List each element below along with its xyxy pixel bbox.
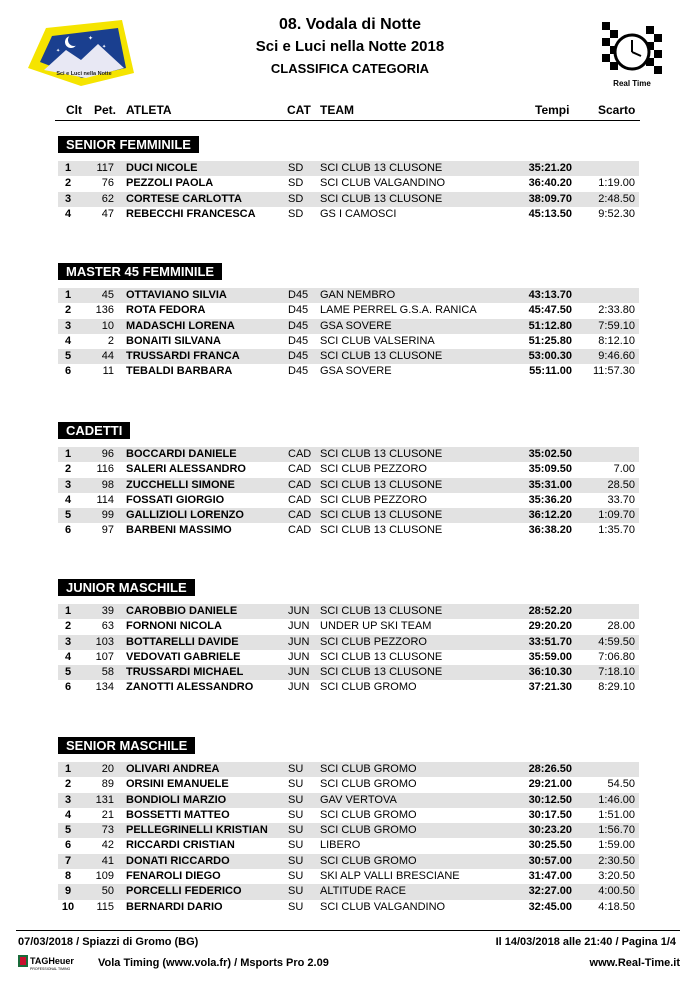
cell-atleta: PELLEGRINELLI KRISTIAN bbox=[126, 824, 268, 837]
cell-pet: 96 bbox=[101, 448, 114, 460]
cell-team: SCI CLUB VALSERINA bbox=[320, 334, 435, 347]
cell-tempi: 51:12.80 bbox=[528, 319, 572, 332]
cell-atleta: FOSSATI GIORGIO bbox=[126, 493, 225, 506]
cell-pet: 41 bbox=[101, 854, 114, 867]
cell-tempi: 43:13.70 bbox=[528, 289, 572, 301]
table-row bbox=[58, 192, 639, 207]
table-row bbox=[58, 619, 639, 634]
cell-team: SCI CLUB GROMO bbox=[320, 854, 417, 867]
cell-cat: SD bbox=[288, 207, 304, 220]
cell-pet: 97 bbox=[101, 524, 114, 537]
cell-atleta: BOSSETTI MATTEO bbox=[126, 808, 230, 821]
cell-pet: 76 bbox=[101, 177, 114, 190]
cell-pet: 89 bbox=[101, 778, 114, 791]
cell-atleta: TRUSSARDI FRANCA bbox=[126, 350, 240, 363]
table-row bbox=[58, 900, 639, 915]
cell-atleta: BONAITI SILVANA bbox=[126, 334, 221, 347]
cell-clt: 2 bbox=[64, 778, 72, 791]
table-row bbox=[58, 349, 639, 364]
cell-clt: 9 bbox=[64, 885, 72, 898]
classification-title: CLASSIFICA CATEGORIA bbox=[270, 61, 430, 76]
cell-clt: 2 bbox=[64, 463, 72, 476]
cell-atleta: GALLIZIOLI LORENZO bbox=[126, 509, 244, 522]
cell-clt: 1 bbox=[64, 763, 72, 775]
cell-pet: 2 bbox=[107, 334, 114, 347]
cell-tempi: 33:51.70 bbox=[528, 635, 572, 648]
cell-cat: SD bbox=[288, 177, 304, 190]
col-clt: Clt bbox=[66, 103, 82, 117]
cell-cat: CAD bbox=[288, 478, 312, 491]
cell-atleta: PORCELLI FEDERICO bbox=[126, 885, 242, 898]
cell-team: LIBERO bbox=[320, 839, 361, 852]
cell-pet: 62 bbox=[101, 192, 114, 205]
cell-clt: 3 bbox=[64, 793, 72, 806]
cell-cat: JUN bbox=[288, 620, 310, 633]
cell-scarto: 1:56.70 bbox=[598, 824, 635, 837]
cell-team: SCI CLUB 13 CLUSONE bbox=[320, 605, 443, 617]
cell-pet: 99 bbox=[101, 509, 114, 522]
cell-scarto: 2:33.80 bbox=[598, 304, 635, 317]
cell-tempi: 28:52.20 bbox=[528, 605, 572, 617]
cell-scarto: 4:00.50 bbox=[598, 885, 635, 898]
tagheuer-logo bbox=[18, 955, 88, 971]
svg-text:✦: ✦ bbox=[56, 48, 61, 54]
cell-tempi: 29:21.00 bbox=[528, 778, 572, 791]
cell-tempi: 45:47.50 bbox=[528, 304, 572, 317]
table-row bbox=[58, 161, 639, 176]
cell-atleta: ROTA FEDORA bbox=[126, 304, 206, 317]
cell-atleta: REBECCHI FRANCESCA bbox=[126, 207, 256, 220]
cell-clt: 1 bbox=[64, 448, 72, 460]
cell-team: SCI CLUB VALGANDINO bbox=[320, 177, 446, 190]
cell-tempi: 36:12.20 bbox=[528, 509, 572, 522]
cell-atleta: BONDIOLI MARZIO bbox=[126, 793, 227, 806]
cell-cat: JUN bbox=[288, 681, 310, 694]
cell-tempi: 29:20.20 bbox=[528, 620, 572, 633]
cell-scarto: 9:46.60 bbox=[598, 350, 635, 363]
cell-cat: SU bbox=[288, 839, 304, 852]
cell-scarto: 7:18.10 bbox=[598, 666, 635, 679]
cell-team: GAN NEMBRO bbox=[320, 289, 396, 301]
table-row bbox=[58, 665, 639, 680]
section-title: CADETTI bbox=[58, 422, 130, 439]
cell-pet: 115 bbox=[96, 900, 114, 913]
cell-tempi: 55:11.00 bbox=[529, 365, 572, 378]
cell-pet: 134 bbox=[95, 681, 114, 694]
cell-atleta: DONATI RICCARDO bbox=[126, 854, 230, 867]
cell-atleta: PEZZOLI PAOLA bbox=[126, 177, 214, 190]
cell-atleta: DUCI NICOLE bbox=[126, 162, 198, 174]
cell-clt: 3 bbox=[64, 635, 72, 648]
table-row bbox=[58, 808, 639, 823]
footer-website: www.Real-Time.it bbox=[589, 957, 680, 969]
cell-tempi: 36:40.20 bbox=[528, 177, 572, 190]
cell-cat: SU bbox=[288, 870, 304, 883]
section-title: JUNIOR MASCHILE bbox=[58, 579, 195, 596]
cell-tempi: 51:25.80 bbox=[528, 334, 572, 347]
section-rows bbox=[58, 604, 639, 696]
cell-atleta: BERNARDI DARIO bbox=[126, 900, 223, 913]
cell-clt: 5 bbox=[64, 509, 72, 522]
cell-tempi: 35:59.00 bbox=[528, 650, 572, 663]
cell-team: SCI CLUB 13 CLUSONE bbox=[320, 350, 443, 363]
cell-team: SCI CLUB 13 CLUSONE bbox=[320, 478, 443, 491]
footer-printed: Il 14/03/2018 alle 21:40 / Pagina 1/4 bbox=[495, 936, 676, 948]
cell-team: SCI CLUB 13 CLUSONE bbox=[320, 666, 443, 679]
cell-scarto: 28.50 bbox=[607, 478, 635, 491]
page-title: 08. Vodala di Notte bbox=[279, 16, 421, 33]
cell-team: GSA SOVERE bbox=[320, 319, 392, 332]
cell-atleta: CAROBBIO DANIELE bbox=[126, 605, 238, 617]
cell-atleta: VEDOVATI GABRIELE bbox=[126, 650, 241, 663]
cell-clt: 7 bbox=[64, 854, 72, 867]
cell-tempi: 32:45.00 bbox=[528, 900, 572, 913]
cell-clt: 6 bbox=[64, 681, 72, 694]
cell-atleta: RICCARDI CRISTIAN bbox=[126, 839, 235, 852]
cell-tempi: 53:00.30 bbox=[528, 350, 572, 363]
cell-pet: 63 bbox=[101, 620, 114, 633]
cell-cat: SU bbox=[288, 778, 304, 791]
cell-tempi: 35:02.50 bbox=[528, 448, 572, 460]
cell-tempi: 37:21.30 bbox=[528, 681, 572, 694]
cell-team: SCI CLUB GROMO bbox=[320, 681, 417, 694]
cell-cat: D45 bbox=[288, 365, 309, 378]
cell-scarto: 1:19.00 bbox=[598, 177, 635, 190]
cell-team: GAV VERTOVA bbox=[320, 793, 397, 806]
cell-atleta: ORSINI EMANUELE bbox=[126, 778, 229, 791]
table-row bbox=[58, 319, 639, 334]
cell-clt: 10 bbox=[61, 900, 75, 913]
table-row bbox=[58, 838, 639, 853]
col-scarto: Scarto bbox=[598, 103, 636, 117]
col-pet: Pet. bbox=[94, 103, 117, 117]
table-row bbox=[58, 604, 639, 619]
cell-atleta: CORTESE CARLOTTA bbox=[126, 192, 242, 205]
cell-clt: 5 bbox=[64, 824, 72, 837]
cell-pet: 50 bbox=[101, 885, 114, 898]
table-row bbox=[58, 493, 639, 508]
cell-pet: 136 bbox=[95, 304, 114, 317]
cell-cat: SU bbox=[288, 900, 304, 913]
cell-team: SCI CLUB PEZZORO bbox=[320, 463, 427, 476]
section-rows bbox=[58, 161, 639, 222]
cell-cat: CAD bbox=[288, 509, 312, 522]
table-row bbox=[58, 884, 639, 899]
col-atleta: ATLETA bbox=[126, 103, 172, 117]
cell-clt: 1 bbox=[64, 162, 72, 174]
section-title: SENIOR FEMMINILE bbox=[58, 136, 199, 153]
section-title: SENIOR MASCHILE bbox=[58, 737, 195, 754]
cell-cat: CAD bbox=[288, 463, 312, 476]
cell-cat: SU bbox=[288, 854, 304, 867]
table-row bbox=[58, 823, 639, 838]
cell-pet: 131 bbox=[95, 793, 114, 806]
footer-timing: Vola Timing (www.vola.fr) / Msports Pro 2.09 bbox=[98, 957, 329, 969]
cell-pet: 21 bbox=[101, 808, 114, 821]
cell-cat: SD bbox=[288, 192, 304, 205]
column-header bbox=[55, 102, 640, 121]
cell-cat: D45 bbox=[288, 304, 309, 317]
cell-team: SCI CLUB GROMO bbox=[320, 763, 417, 775]
cell-scarto: 7:59.10 bbox=[598, 319, 635, 332]
cell-clt: 2 bbox=[64, 304, 72, 317]
cell-clt: 6 bbox=[64, 524, 72, 537]
cell-cat: CAD bbox=[288, 448, 312, 460]
cell-tempi: 35:36.20 bbox=[528, 493, 572, 506]
cell-team: ALTITUDE RACE bbox=[320, 885, 406, 898]
cell-atleta: FORNONI NICOLA bbox=[126, 620, 222, 633]
cell-clt: 4 bbox=[64, 493, 72, 506]
table-row bbox=[58, 508, 639, 523]
table-row bbox=[58, 176, 639, 191]
cell-pet: 20 bbox=[101, 763, 114, 775]
cell-atleta: ZANOTTI ALESSANDRO bbox=[126, 681, 254, 694]
cell-pet: 10 bbox=[101, 319, 114, 332]
cell-clt: 3 bbox=[64, 192, 72, 205]
cell-tempi: 38:09.70 bbox=[528, 192, 572, 205]
cell-cat: JUN bbox=[288, 666, 310, 679]
cell-cat: JUN bbox=[288, 650, 310, 663]
cell-scarto: 4:18.50 bbox=[598, 900, 635, 913]
cell-team: SCI CLUB 13 CLUSONE bbox=[320, 162, 443, 174]
cell-pet: 47 bbox=[101, 207, 114, 220]
cell-clt: 6 bbox=[64, 365, 72, 378]
cell-scarto: 11:57.30 bbox=[592, 365, 635, 378]
cell-pet: 114 bbox=[96, 493, 114, 506]
cell-team: SCI CLUB 13 CLUSONE bbox=[320, 650, 443, 663]
cell-scarto: 8:29.10 bbox=[598, 681, 635, 694]
cell-cat: SD bbox=[288, 162, 304, 174]
cell-team: SCI CLUB 13 CLUSONE bbox=[320, 192, 443, 205]
cell-clt: 4 bbox=[64, 207, 72, 220]
table-row bbox=[58, 334, 639, 349]
cell-cat: SU bbox=[288, 885, 304, 898]
svg-text:✦: ✦ bbox=[102, 44, 107, 50]
table-row bbox=[58, 207, 639, 222]
cell-clt: 8 bbox=[64, 870, 72, 883]
cell-team: LAME PERREL G.S.A. RANICA bbox=[320, 304, 477, 317]
cell-scarto: 28.00 bbox=[607, 620, 635, 633]
cell-tempi: 30:17.50 bbox=[528, 808, 572, 821]
cell-team: SCI CLUB 13 CLUSONE bbox=[320, 448, 443, 460]
table-row bbox=[58, 478, 639, 493]
cell-team: SKI ALP VALLI BRESCIANE bbox=[320, 870, 460, 883]
cell-scarto: 7.00 bbox=[613, 463, 635, 476]
col-tempi: Tempi bbox=[535, 103, 570, 117]
cell-clt: 4 bbox=[64, 808, 72, 821]
event-logo bbox=[26, 18, 136, 88]
cell-scarto: 9:52.30 bbox=[598, 207, 635, 220]
cell-cat: D45 bbox=[288, 319, 309, 332]
cell-tempi: 28:26.50 bbox=[528, 763, 572, 775]
tag-brand: TAGHeuer bbox=[30, 956, 74, 966]
cell-scarto: 54.50 bbox=[607, 778, 635, 791]
footer-date-place: 07/03/2018 / Spiazzi di Gromo (BG) bbox=[18, 936, 199, 948]
cell-team: SCI CLUB GROMO bbox=[320, 808, 417, 821]
cell-scarto: 1:51.00 bbox=[598, 808, 635, 821]
cell-team: SCI CLUB GROMO bbox=[320, 778, 417, 791]
cell-scarto: 3:20.50 bbox=[598, 870, 635, 883]
cell-team: SCI CLUB VALGANDINO bbox=[320, 900, 446, 913]
cell-scarto: 33.70 bbox=[607, 493, 635, 506]
table-row bbox=[58, 523, 639, 538]
cell-tempi: 30:12.50 bbox=[528, 793, 572, 806]
cell-cat: D45 bbox=[288, 334, 309, 347]
cell-cat: D45 bbox=[288, 350, 309, 363]
cell-tempi: 32:27.00 bbox=[528, 885, 572, 898]
cell-clt: 1 bbox=[64, 289, 72, 301]
cell-pet: 39 bbox=[101, 605, 114, 617]
real-time-logo bbox=[598, 16, 666, 88]
cell-atleta: SALERI ALESSANDRO bbox=[126, 463, 246, 476]
cell-cat: CAD bbox=[288, 493, 312, 506]
cell-cat: JUN bbox=[288, 605, 310, 617]
cell-tempi: 35:09.50 bbox=[528, 463, 572, 476]
table-row bbox=[58, 854, 639, 869]
col-team: TEAM bbox=[320, 103, 354, 117]
cell-tempi: 35:31.00 bbox=[528, 478, 572, 491]
cell-team: UNDER UP SKI TEAM bbox=[320, 620, 432, 633]
cell-cat: CAD bbox=[288, 524, 312, 537]
section-rows bbox=[58, 447, 639, 539]
cell-team: GSA SOVERE bbox=[320, 365, 392, 378]
cell-atleta: FENAROLI DIEGO bbox=[126, 870, 221, 883]
cell-clt: 4 bbox=[64, 334, 72, 347]
cell-atleta: OTTAVIANO SILVIA bbox=[126, 289, 227, 301]
cell-scarto: 2:48.50 bbox=[598, 192, 635, 205]
section-title: MASTER 45 FEMMINILE bbox=[58, 263, 222, 280]
cell-clt: 4 bbox=[64, 650, 72, 663]
table-row bbox=[58, 869, 639, 884]
cell-atleta: TRUSSARDI MICHAEL bbox=[126, 666, 244, 679]
cell-clt: 3 bbox=[64, 319, 72, 332]
cell-scarto: 1:46.00 bbox=[598, 793, 635, 806]
cell-atleta: TEBALDI BARBARA bbox=[126, 365, 233, 378]
table-row bbox=[58, 680, 639, 695]
cell-tempi: 35:21.20 bbox=[528, 162, 572, 174]
cell-pet: 109 bbox=[95, 870, 114, 883]
cell-scarto: 8:12.10 bbox=[598, 334, 635, 347]
cell-pet: 44 bbox=[101, 350, 114, 363]
cell-atleta: MADASCHI LORENA bbox=[126, 319, 235, 332]
cell-team: SCI CLUB PEZZORO bbox=[320, 493, 427, 506]
cell-team: SCI CLUB 13 CLUSONE bbox=[320, 509, 443, 522]
table-row bbox=[58, 447, 639, 462]
table-row bbox=[58, 793, 639, 808]
cell-pet: 107 bbox=[95, 650, 114, 663]
cell-atleta: ZUCCHELLI SIMONE bbox=[126, 478, 235, 491]
table-row bbox=[58, 303, 639, 318]
cell-clt: 3 bbox=[64, 478, 72, 491]
table-row bbox=[58, 650, 639, 665]
cell-clt: 5 bbox=[64, 666, 72, 679]
cell-tempi: 30:25.50 bbox=[528, 839, 572, 852]
cell-scarto: 2:30.50 bbox=[598, 854, 635, 867]
tag-sub: PROFESSIONAL TIMING bbox=[30, 967, 71, 971]
cell-cat: D45 bbox=[288, 289, 309, 301]
cell-atleta: BOCCARDI DANIELE bbox=[126, 448, 237, 460]
cell-pet: 73 bbox=[101, 824, 114, 837]
table-row bbox=[58, 462, 639, 477]
cell-pet: 42 bbox=[101, 839, 114, 852]
col-cat: CAT bbox=[287, 103, 311, 117]
cell-tempi: 36:38.20 bbox=[528, 524, 572, 537]
table-row bbox=[58, 288, 639, 303]
cell-scarto: 4:59.50 bbox=[598, 635, 635, 648]
cell-tempi: 30:23.20 bbox=[528, 824, 572, 837]
cell-atleta: BARBENI MASSIMO bbox=[126, 524, 232, 537]
table-row bbox=[58, 635, 639, 650]
table-row bbox=[58, 777, 639, 792]
cell-scarto: 1:59.00 bbox=[598, 839, 635, 852]
cell-team: SCI CLUB GROMO bbox=[320, 824, 417, 837]
cell-scarto: 1:35.70 bbox=[598, 524, 635, 537]
logo-right-text: Real Time bbox=[613, 79, 651, 88]
cell-pet: 11 bbox=[102, 365, 114, 378]
cell-team: GS I CAMOSCI bbox=[320, 207, 397, 220]
table-row bbox=[58, 364, 639, 379]
cell-cat: SU bbox=[288, 763, 304, 775]
cell-tempi: 30:57.00 bbox=[528, 854, 572, 867]
page-subtitle: Sci e Luci nella Notte 2018 bbox=[255, 38, 445, 55]
cell-tempi: 36:10.30 bbox=[528, 666, 572, 679]
cell-pet: 103 bbox=[95, 635, 114, 648]
cell-pet: 116 bbox=[96, 463, 114, 476]
cell-cat: SU bbox=[288, 793, 304, 806]
section-rows bbox=[58, 288, 639, 380]
cell-clt: 6 bbox=[64, 839, 72, 852]
cell-atleta: BOTTARELLI DAVIDE bbox=[126, 635, 239, 648]
cell-clt: 2 bbox=[64, 620, 72, 633]
cell-cat: JUN bbox=[288, 635, 310, 648]
footer-divider bbox=[16, 930, 680, 931]
cell-pet: 117 bbox=[96, 162, 114, 174]
logo-left-text: Sci e Luci nella Notte bbox=[56, 71, 112, 77]
cell-clt: 2 bbox=[64, 177, 72, 190]
title-block bbox=[150, 14, 550, 80]
section-rows bbox=[58, 762, 639, 915]
table-row bbox=[58, 762, 639, 777]
cell-pet: 45 bbox=[101, 289, 114, 301]
cell-cat: SU bbox=[288, 808, 304, 821]
cell-team: SCI CLUB PEZZORO bbox=[320, 635, 427, 648]
cell-cat: SU bbox=[288, 824, 304, 837]
cell-team: SCI CLUB 13 CLUSONE bbox=[320, 524, 443, 537]
cell-scarto: 1:09.70 bbox=[598, 509, 635, 522]
cell-tempi: 45:13.50 bbox=[528, 207, 572, 220]
cell-tempi: 31:47.00 bbox=[528, 870, 572, 883]
cell-atleta: OLIVARI ANDREA bbox=[126, 763, 220, 775]
cell-pet: 98 bbox=[101, 478, 114, 491]
cell-clt: 1 bbox=[64, 605, 72, 617]
cell-scarto: 7:06.80 bbox=[598, 650, 635, 663]
cell-clt: 5 bbox=[64, 350, 72, 363]
cell-pet: 58 bbox=[101, 666, 114, 679]
svg-text:✦: ✦ bbox=[88, 36, 94, 42]
